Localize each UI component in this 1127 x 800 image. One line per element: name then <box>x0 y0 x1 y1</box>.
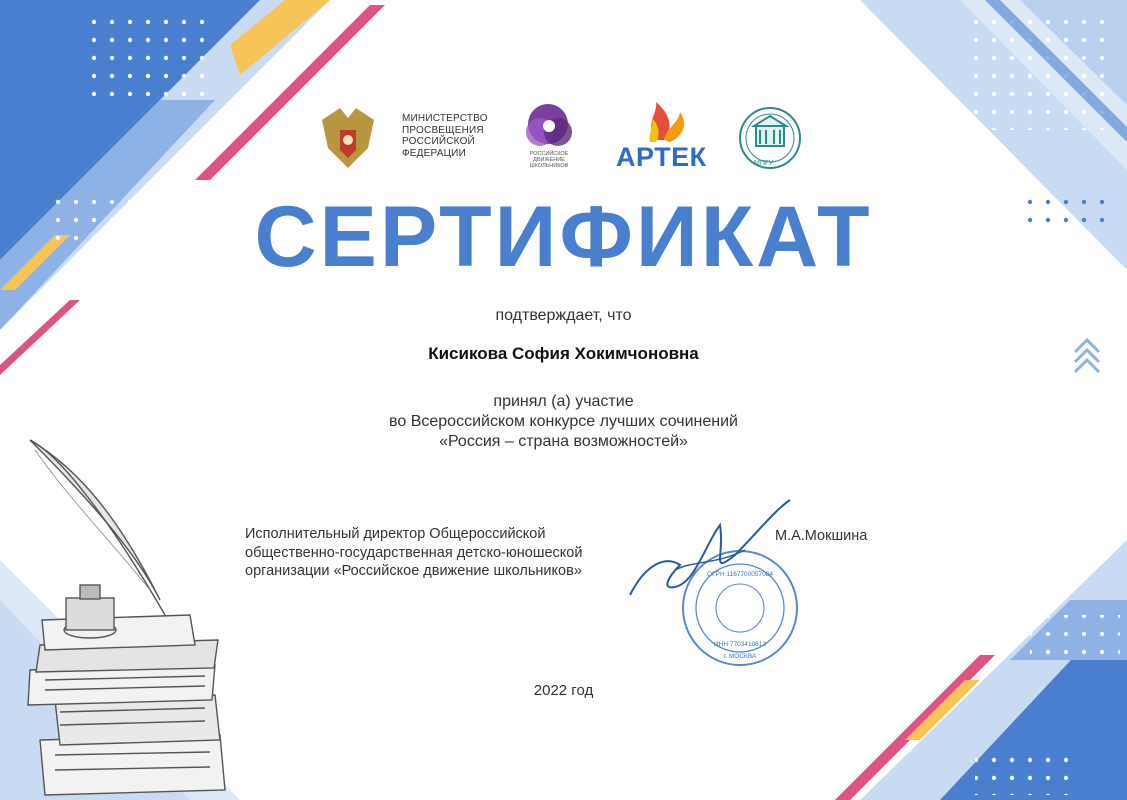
stamp-city: г. МОСКВА <box>723 653 757 660</box>
mpgu-emblem <box>740 108 800 168</box>
certificate-year: 2022 год <box>533 682 594 699</box>
participation-text: принял (а) участие <box>493 393 634 410</box>
signer-name: М.А.Мокшина <box>775 528 868 544</box>
recipient-name: Кисикова София Хокимчоновна <box>428 344 699 363</box>
handwritten-signature <box>625 495 795 605</box>
certificate-title: СЕРТИФИКАТ <box>254 189 873 285</box>
ministry-name: МИНИСТЕРСТВО ПРОСВЕЩЕНИЯ РОССИЙСКОЙ ФЕДЕРАЦИИ <box>402 113 488 159</box>
rdsh-logo <box>526 104 572 146</box>
eagle-emblem-icon <box>322 108 374 168</box>
rdsh-caption: РОССИЙСКОЕ ДВИЖЕНИЕ ШКОЛЬНИКОВ <box>529 151 569 169</box>
mpgu-logo-text: МПГУ <box>754 160 774 167</box>
contest-title-text: «Россия – страна возможностей» <box>439 433 688 450</box>
stamp-inn: ИНН 7703410613 <box>713 641 767 648</box>
confirms-text: подтверждает, что <box>495 307 632 324</box>
books-sketch <box>28 440 225 795</box>
contest-name-text: во Всероссийском конкурсе лучших сочинений <box>389 413 738 430</box>
stamp-ogrn: ОГРН 1167700057084 <box>707 571 773 578</box>
artek-logo-text: АРТЕК <box>616 142 707 172</box>
artek-flame-icon <box>650 102 685 142</box>
director-title: Исполнительный директор Общероссийской общественно-государственная детско-юношеской организации «Российское движение школьников» <box>245 526 583 579</box>
